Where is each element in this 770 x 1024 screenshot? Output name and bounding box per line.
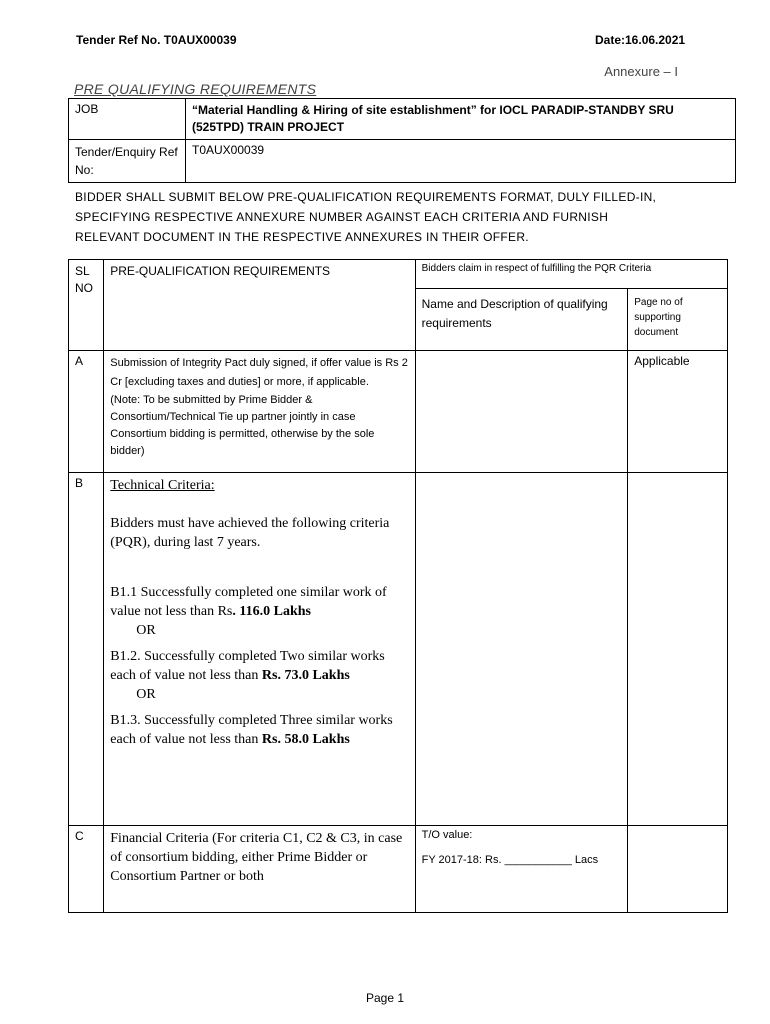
row-a-text: Submission of Integrity Pact duly signed, if offer value is Rs 2 Cr [excluding taxes and duties] or more, if applicable. [110, 357, 408, 388]
row-a-claim [415, 351, 628, 473]
col-requirements-header: PRE-QUALIFICATION REQUIREMENTS [104, 260, 415, 351]
row-c-fy-label: FY 2017-18: Rs. ___________ Lacs [421, 854, 599, 866]
job-value: “Material Handling & Hiring of site establishment” for IOCL PARADIP-STANDBY SRU (525TPD) TRAIN PROJECT [186, 99, 736, 140]
row-a-requirement [104, 351, 415, 473]
row-b3-amount: Rs. 58.0 Lakhs [261, 732, 350, 747]
bidder-instruction: BIDDER SHALL SUBMIT BELOW PRE-QUALIFICATION REQUIREMENTS FORMAT, DULY FILLED-IN, SPECIFYING RESPECTIVE ANNEXURE NUMBER AGAINST EACH CRITERIA AND FURNISH RELEVANT DOCUMENT IN THE RESPECTIVE ANNEXURES IN THEIR OFFER. [75, 190, 657, 244]
row-c-sl: C [69, 826, 104, 913]
row-a-note: (Note: To be submitted by Prime Bidder & Consortium/Technical Tie up partner jointly in case Consortium bidding is permitted, otherwise by the sole bidder) [110, 394, 375, 457]
row-b1-amount: . 116.0 Lakhs [232, 604, 311, 619]
row-b1 [110, 583, 408, 621]
row-c-page [628, 826, 728, 913]
row-b2-amount: Rs. 73.0 Lakhs [261, 668, 350, 683]
table-row [69, 473, 728, 826]
col-sl-header: SL NO [69, 260, 104, 351]
section-title: PRE QUALIFYING REQUIREMENTS [74, 81, 317, 97]
row-b-intro: Bidders must have achieved the following criteria (PQR), during last 7 years. [110, 516, 390, 550]
job-label: JOB [69, 99, 186, 140]
row-b-claim [415, 473, 628, 826]
pqr-table [68, 259, 728, 913]
annexure-label: Annexure – I [604, 64, 678, 79]
row-b2-text: B1.2. Successfully completed Two similar works each of value not less than [110, 649, 385, 683]
tender-ref: Tender Ref No. T0AUX00039 [76, 33, 237, 47]
row-c-to-label: T/O value: [421, 829, 473, 841]
document-date: Date:16.06.2021 [595, 33, 686, 47]
row-c-claim [415, 826, 628, 913]
job-info-table [68, 98, 736, 183]
row-b-heading: Technical Criteria: [110, 478, 215, 493]
ref-label: Tender/Enquiry Ref No: [69, 140, 186, 183]
row-b-or-1: OR [136, 623, 156, 638]
row-c-text: Financial Criteria (For criteria C1, C2 & C3, in case of consortium bidding, either Prime Bidder or Consortium Partner or both [104, 826, 415, 913]
row-b3 [110, 711, 408, 749]
table-row [69, 826, 728, 913]
table-row [69, 351, 728, 473]
row-b3-text: B1.3. Successfully completed Three similar works each of value not less than [110, 713, 393, 747]
row-a-sl: A [69, 351, 104, 473]
page-number: Page 1 [365, 991, 405, 1005]
row-b-requirement [104, 473, 415, 826]
col-claim-header: Bidders claim in respect of fulfilling the PQR Criteria [415, 260, 727, 289]
row-b-or-2: OR [136, 687, 156, 702]
ref-value: T0AUX00039 [186, 140, 736, 183]
row-b2 [110, 647, 408, 685]
col-name-header: Name and Description of qualifying requirements [415, 289, 628, 351]
row-b-page [628, 473, 728, 826]
row-b-sl: B [69, 473, 104, 826]
row-b1-text: B1.1 Successfully completed one similar work of value not less than Rs [110, 585, 387, 619]
col-page-header: Page no of supporting document [628, 289, 728, 351]
row-a-page: Applicable [628, 351, 728, 473]
